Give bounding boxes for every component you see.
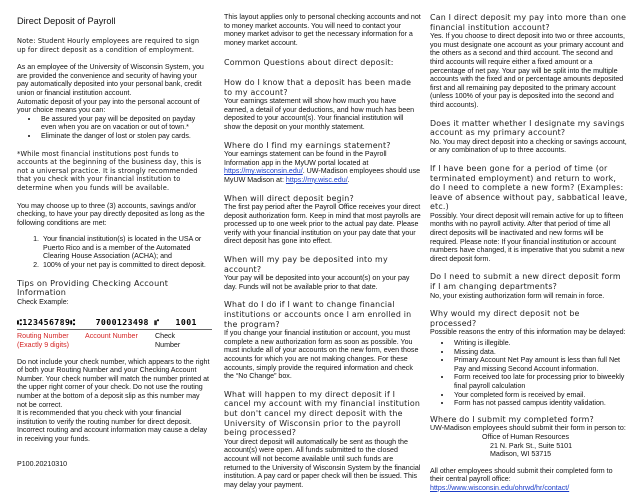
question-heading: Why would my direct deposit not be processed? <box>430 309 580 328</box>
question-heading: What will happen to my direct deposit if I cancel my account with my financial institution but don't cancel my direct deposit with the University of Wisconsin prior to the payroll being processed? <box>224 389 421 438</box>
list-item: • Missing data. <box>452 348 628 357</box>
check-number-label <box>155 332 180 349</box>
address-line: Office of Human Resources <box>482 432 570 441</box>
routing-label <box>17 332 85 349</box>
routing-label-line-2: (Exactly 9 digits) <box>17 341 70 350</box>
layout-note: This layout applies only to personal checking accounts and not to money market accounts. You will need to contact your money market advisor to get the necessary information for a money market account. <box>224 13 421 47</box>
cheque-labels <box>17 332 210 349</box>
tips-text-1: Do not include your check number, which appears to the right of both your Routing Number and your Checking Account Number. Your check number will match the number printed at the upper right corner of your check. Do not use the routing number at the bottom of a deposit slip as this number may not be correct. <box>17 357 210 409</box>
answer-text: Your earnings statement will show how much you have earned, a detail of your deductions, and how much has been deposited to your account(s). Your financial institution will show the deposit on your monthly statement. <box>224 97 415 131</box>
check-label-line-1: Check <box>155 332 176 341</box>
answer-text: Yes. If you choose to direct deposit into two or three accounts, you must designate one account as your primary account and the others as a second and third account. The second and third accounts will require either a fixed amount or a percentage of net pay. Your pay will be split into the multiple accounts with the fixed and or percentage amounts deposited first and all remaining pay deposited to the primary account (unless 100% of your pay is deposited into the second and third accounts). <box>430 32 625 109</box>
conditions-list <box>17 235 210 269</box>
list-item: • Form has not passed campus identity validation. <box>452 399 628 408</box>
answer-text: Your direct deposit will automatically be sent as though the account(s) were open. All funds submitted to the closed account will not become available until such funds are returned to the University of Wisconsin System by the financial institution. A pay card or paper check will then be issued. This may delay your payment. <box>224 437 421 489</box>
column-3 <box>430 0 628 493</box>
myuw-portal-link[interactable]: https://my.wisconsin.edu/ <box>224 167 303 176</box>
list-item: • Primary Account Net Pay amount is less than full Net Pay and missing Second Account information. <box>452 356 628 373</box>
common-questions-heading: Common Questions about direct deposit: <box>224 58 394 68</box>
delay-reasons-list <box>430 339 628 408</box>
contact-link-line <box>430 484 628 493</box>
payroll-contact-link[interactable]: https://www.wisconsin.edu/ohrwd/hr/contact/ <box>430 483 570 492</box>
cheque-micr-line <box>17 317 210 327</box>
question-heading: How do I know that a deposit has been made to my account? <box>224 77 412 97</box>
address-line: Madison, WI 53715 <box>490 450 552 459</box>
routing-number-digits: ⑆123456789⑆ <box>17 317 76 328</box>
answer-text-part: . <box>347 175 350 184</box>
list-item: • Writing is illegible. <box>452 339 628 348</box>
answer-text-part: . UW-Madison employees should use MyUW Madison at: <box>224 167 421 184</box>
answer-text: The first pay period after the Payroll Office receives your direct deposit authorization form. Keep in mind that most payrolls are processed up to one week prior to the actual pay date. Please verify with your financial institution on your pay date that your direct deposit has gone into effect. <box>224 203 421 246</box>
question-heading: Where do I submit my completed form? <box>430 414 594 424</box>
myuw-madison-link[interactable]: https://my.wisc.edu/ <box>285 175 348 184</box>
note: Note: Student Hourly employees are required to sign up for direct deposit as a condition of employment. <box>17 37 200 54</box>
list-item: 2. 100% of your net pay is committed to direct deposit. <box>41 261 210 270</box>
check-number-digits: 1001 <box>175 317 197 328</box>
account-number-digits: 7000123498 ⑈ <box>95 317 160 328</box>
ohr-address <box>430 433 628 459</box>
question-heading: What do I do if I want to change financial institutions or accounts once I am enrolled in the program? <box>224 300 412 329</box>
asterisk-note: *While most financial institutions post funds to accounts at the beginning of the business day, this is not a universal practice. It is strongly recommended that you check with your financial institution to determine when you funds will be available. <box>17 149 202 192</box>
list-item: • Eliminate the danger of lost or stolen pay cards. <box>39 132 210 141</box>
question-heading: Do I need to submit a new direct deposit form if I am changing departments? <box>430 272 621 292</box>
page-title: Direct Deposit of Payroll <box>17 16 116 26</box>
answer-text: Possibly. Your direct deposit will remain active for up to fifteen months with no payroll activity. After that period of time all direct deposits will be inactivated and new forms will be required. Please note: If your financial institution or account numbers have changed, it is imperative that you submit a new direct deposit form. <box>430 211 625 263</box>
question-heading: Does it matter whether I designate my savings account as my primary account? <box>430 118 625 138</box>
question-heading: Where do I find my earnings statement? <box>224 140 391 150</box>
routing-label-line-1: Routing Number <box>17 332 69 341</box>
form-code: P100.20210310 <box>17 460 68 468</box>
column-1 <box>17 0 210 468</box>
answer-text: UW-Madison employees should submit their form in person to: <box>430 424 626 433</box>
list-item: • Be assured your pay will be deposited on payday even when you are on vacation or out of town.* <box>39 115 210 132</box>
account-label: Account Number <box>85 332 138 341</box>
intro-paragraph: As an employee of the University of Wisconsin System, you are provided the convenience and security of having your pay automatically deposited into your personal bank, credit union or financial institution account. <box>17 63 204 97</box>
benefits-list <box>17 115 210 141</box>
address-line: 21 N. Park St., Suite 5101 <box>490 441 573 450</box>
answer-text: Possible reasons the entry of this information may be delayed: <box>430 328 626 337</box>
tips-heading: Tips on Providing Checking Account Information <box>17 277 169 298</box>
column-2 <box>224 0 421 489</box>
list-item: • Form received too late for processing prior to biweekly final payroll calculation <box>452 373 628 390</box>
question-heading: When will my pay be deposited into my account? <box>224 255 388 274</box>
answer-text <box>224 150 421 184</box>
answer-text-part: Your earnings statement can be found in the Payroll Information app in the MyUW portal located at <box>224 150 387 167</box>
tips-text-2: It is recommended that you check with your financial institution to verify the routing number for direct deposit. Incorrect routing and account information may cause a delay in receiving your funds. <box>17 409 208 443</box>
question-heading: When will direct deposit begin? <box>224 193 354 203</box>
answer-text: No, your existing authorization form will remain in force. <box>430 291 605 300</box>
list-item: 1. Your financial institution(s) is located in the USA or Puerto Rico and is a member of the Automated Clearing House Association (ACHA); and <box>41 235 210 261</box>
answer-text: If you change your financial institution or account, you must complete a new authorization form as soon as possible. You must include all of your accounts on the new form, even those accounts for which you are not making changes. For these accounts, simply provide the required information and check the “No Change” box. <box>224 329 419 381</box>
cheque-divider <box>17 329 212 330</box>
list-item: • Your completed form is received by email. <box>452 391 628 400</box>
question-heading: Can I direct deposit my pay into more than one financial institution account? <box>430 13 627 32</box>
check-label-line-2: Number <box>155 341 181 350</box>
answer-text: All other employees should submit their completed form to their central payroll office: <box>430 466 613 484</box>
question-heading: If I have been gone for a period of time (or terminated employment) and return to work, do I need to complete a new form? (Examples: leave of absence without pay, sabbatical leave, etc.) <box>430 163 628 212</box>
accounts-intro: You may choose up to three (3) accounts, savings and/or checking, to have your pay directly deposited as long as the following conditions are met: <box>17 201 205 227</box>
check-example-label: Check Example: <box>17 297 69 306</box>
answer-text: No. You may direct deposit into a checking or savings account, or any combination of up to three accounts. <box>430 137 627 155</box>
answer-text: Your pay will be deposited into your account(s) on your pay day. Funds will not be available prior to that date. <box>224 274 410 291</box>
intro-paragraph-2: Automatic deposit of your pay into the personal account of your choice means you can: <box>17 97 200 115</box>
